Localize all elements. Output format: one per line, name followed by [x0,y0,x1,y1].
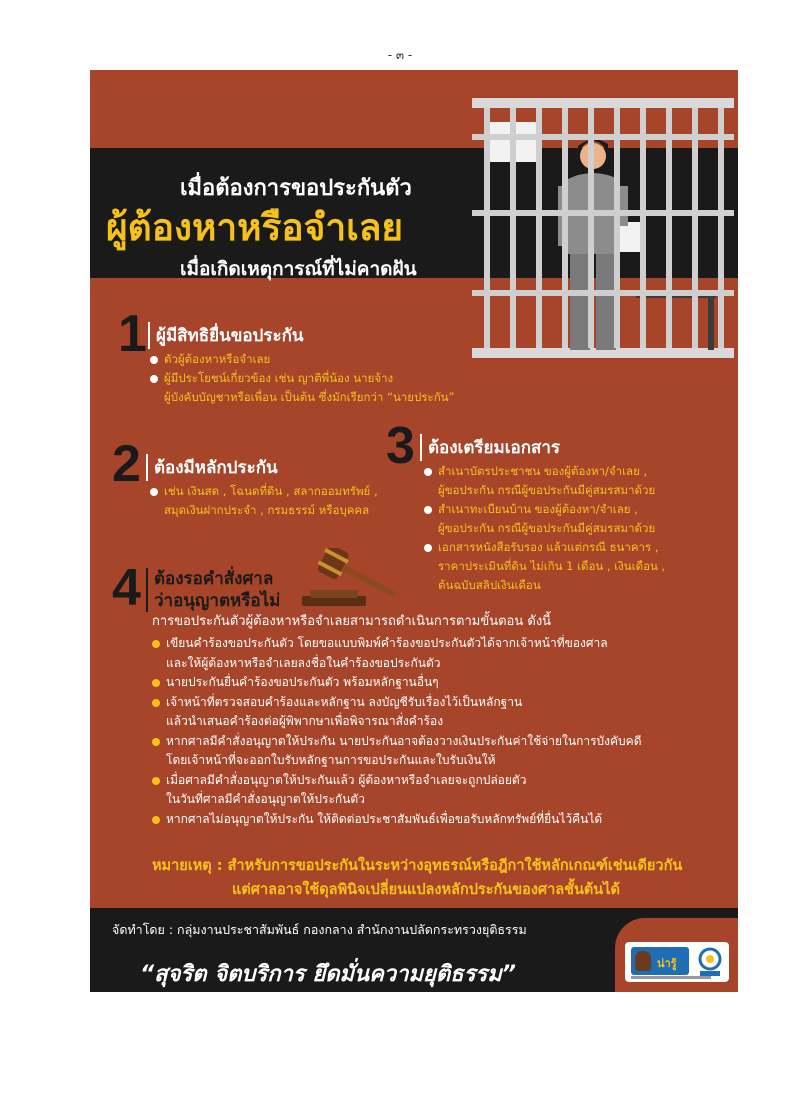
section-3-list [424,462,736,595]
section-4-heading-line-1: ต้องรอคำสั่งศาล [154,569,274,589]
list-item: ผู้มีประโยชน์เกี่ยวข้อง เช่น ญาติพี่น้อง นายจ้าง ผู้บังคับบัญชาหรือเพื่อน เป็นต้น ซึ่งมักเรียกว่า “นายประกัน” [150,369,570,407]
page-number: - ๓ - [387,48,413,62]
section-4-number: 4 [112,559,141,617]
note-line-2: แต่ศาลอาจใช้ดุลพินิจเปลี่ยนแปลงหลักประกันของศาลชั้นต้นได้ [232,882,620,898]
section-3-heading: ต้องเตรียมเอกสาร [420,434,560,461]
list-item: ตัวผู้ต้องหาหรือจำเลย [150,350,570,369]
title-line-2: ผู้ต้องหาหรือจำเลย [106,206,404,249]
list-item: สำเนาบัตรประชาชน ของผู้ต้องหา/จำเลย , ผู้ขอประกัน กรณีผู้ขอประกันมีคู่สมรสมาด้วย [424,462,736,500]
step-item: หากศาลมีคำสั่งอนุญาตให้ประกัน นายประกันอาจต้องวางเงินประกันค่าใช้จ่ายในการบังคับคดี โดยเจ้าหน้าที่จะออกใบรับหลักฐานการขอประกันและใบรับเงินให้ [152,732,732,771]
section-3-number: 3 [386,417,415,475]
section-4-intro: การขอประกันตัวผู้ต้องหาหรือจำเลยสามารถดำเนินการตามขั้นตอน ดังนี้ [152,614,552,629]
step-item: เมื่อศาลมีคำสั่งอนุญาตให้ประกันแล้ว ผู้ต้องหาหรือจำเลยจะถูกปล่อยตัว ในวันที่ศาลมีคำสั่งอนุญาตให้ประกันตัว [152,771,732,810]
prison-illustration [468,94,738,364]
gavel-icon [296,548,412,610]
note-line-1: หมายเหตุ : สำหรับการขอประกันในระหว่างอุทธรณ์หรือฎีกาใช้หลักเกณฑ์เช่นเดียวกัน [152,858,683,874]
note [152,854,732,902]
title-line-1: เมื่อต้องการขอประกันตัว [180,176,412,201]
section-2-heading: ต้องมีหลักประกัน [146,454,278,481]
section-2-number: 2 [112,435,141,493]
section-2-list [150,482,410,520]
cell-top-bar [472,98,734,108]
title-line-3: เมื่อเกิดเหตุการณ์ที่ไม่คาดฝัน [180,258,417,280]
social-links-strip [631,976,711,979]
step-item: เจ้าหน้าที่ตรวจสอบคำร้องและหลักฐาน ลงบัญชีรับเรื่องไว้เป็นหลักฐาน แล้วนำเสนอคำร้องต่อผู้พิพากษาเพื่อพิจารณาสั่งคำร้อง [152,693,732,732]
law-knowledge-logo [631,947,689,975]
step-item: หากศาลไม่อนุญาตให้ประกัน ให้ติดต่อประชาสัมพันธ์เพื่อขอรับหลักทรัพย์ที่ยื่นไว้คืนได้ [152,810,732,830]
footer-credit: จัดทำโดย : กลุ่มงานประชาสัมพันธ์ กองกลาง สำนักงานปลัดกระทรวงยุติธรรม [112,922,527,937]
list-item: สำเนาทะเบียนบ้าน ของผู้ต้องหา/จำเลย , ผู้ขอประกัน กรณีผู้ขอประกันมีคู่สมรสมาด้วย [424,500,736,538]
pr-emblem-icon [696,947,724,977]
section-1-list [150,350,570,407]
poster [90,70,738,992]
step-item: เขียนคำร้องขอประกันตัว โดยขอแบบพิมพ์คำร้องขอประกันตัวได้จากเจ้าหน้าที่ของศาล และให้ผู้ต้องหาหรือจำเลยลงชื่อในคำร้องขอประกันตัว [152,634,732,673]
list-item: เอกสารหนังสือรับรอง แล้วแต่กรณี ธนาคาร , ราคาประเมินที่ดิน ไม่เกิน 1 เดือน , เงินเดือน , ต้นฉบับสลิปเงินเดือน [424,538,736,595]
footer-slogan: “สุจริต จิตบริการ ยึดมั่นความยุติธรรม” [140,962,516,987]
list-item: เช่น เงินสด , โฉนดที่ดิน , สลากออมทรัพย์ , สมุดเงินฝากประจำ , กรมธรรม์ หรือบุคคล [150,482,410,520]
step-item: นายประกันยื่นคำร้องขอประกันตัว พร้อมหลักฐานอื่นๆ [152,673,732,693]
section-4-heading-line-2: ว่าอนุญาตหรือไม่ [154,591,281,611]
section-4-heading [146,568,280,612]
logo-text: น่ารู้ [657,957,677,970]
section-4-steps [152,634,732,829]
section-1-number: 1 [118,305,147,363]
section-1-heading: ผู้มีสิทธิยื่นขอประกัน [148,322,304,349]
mascot-icon [635,951,651,971]
